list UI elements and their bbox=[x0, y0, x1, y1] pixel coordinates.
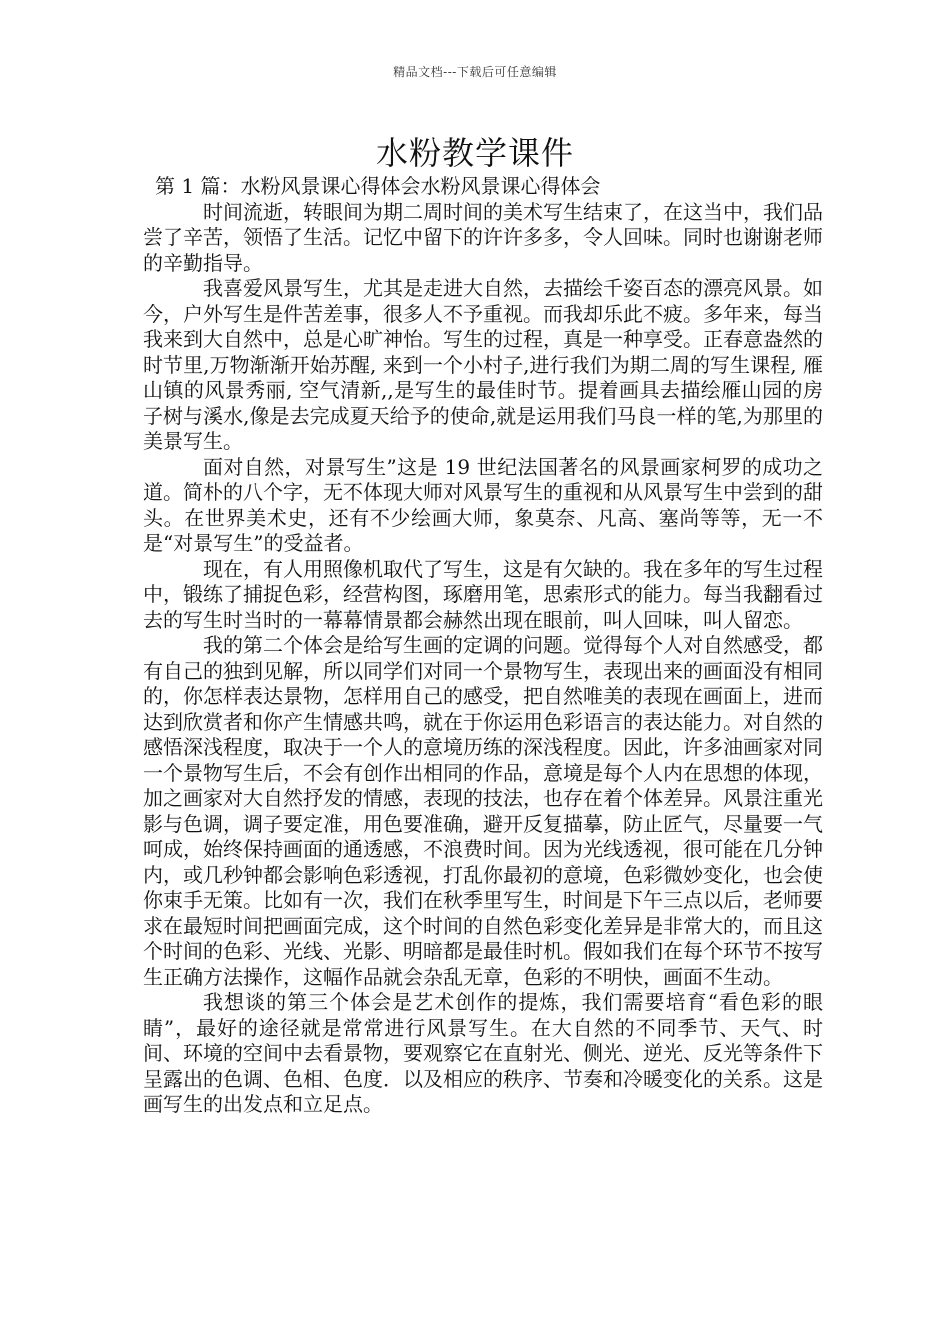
paragraph-2: 我喜爱风景写生，尤其是走进大自然，去描绘千姿百态的漂亮风景。如今，户外写生是件苦差事，很多人不予重视。而我却乐此不疲。多年来，每当我来到大自然中，总是心旷神怡。写生的过程，真是一种享受。正春意盎然的时节里,万物渐渐开始苏醒, 来到一个小村子,进行我们为期二周的写生课程, 雁山镇的风景秀丽, 空气清新,,是写生的最佳时节。提着画具去描绘雁山园的房子树与溪水,像是去完成夏天给予的使命,就是运用我们马良一样的笔,为那里的美景写生。 bbox=[143, 276, 823, 453]
paragraph-1: 时间流逝，转眼间为期二周时间的美术写生结束了，在这当中，我们品尝了辛苦，领悟了生活。记忆中留下的许许多多，令人回味。同时也谢谢老师的辛勤指导。 bbox=[143, 199, 823, 275]
paragraph-5: 我的第二个体会是给写生画的定调的问题。觉得每个人对自然感受，都有自己的独到见解，所以同学们对同一个景物写生，表现出来的画面没有相同的，你怎样表达景物，怎样用自己的感受，把自然唯美的表现在画面上，进而达到欣赏者和你产生情感共鸣，就在于你运用色彩语言的表达能力。对自然的感悟深浅程度，取决于一个人的意境历练的深浅程度。因此，许多油画家对同一个景物写生后，不会有创作出相同的作品，意境是每个人内在思想的体现，加之画家对大自然抒发的情感，表现的技法，也存在着个体差异。风景注重光影与色调，调子要定准，用色要准确，避开反复描摹，防止匠气，尽量要一气呵成，始终保持画面的通透感，不浪费时间。因为光线透视，很可能在几分钟内，或几秒钟都会影响色彩透视，打乱你最初的意境，色彩微妙变化，也会使你束手无策。比如有一次，我们在秋季里写生，时间是下午三点以后，老师要求在最短时间把画面完成，这个时间的自然色彩变化差异是非常大的，而且这个时间的色彩、光线、光影、明暗都是最佳时机。假如我们在每个环节不按写生正确方法操作，这幅作品就会杂乱无章，色彩的不明快，画面不生动。 bbox=[143, 633, 823, 989]
document-body bbox=[143, 174, 823, 1118]
paragraph-3: 面对自然，对景写生”这是 19 世纪法国著名的风景画家柯罗的成功之道。简朴的八个字，无不体现大师对风景写生的重视和从风景写生中尝到的甜头。在世界美术史，还有不少绘画大师，象莫奈、凡高、塞尚等等，无一不是“对景写生”的受益者。 bbox=[143, 454, 823, 555]
document-title: 水粉教学课件 bbox=[375, 134, 574, 172]
paragraph-6: 我想谈的第三个体会是艺术创作的提炼，我们需要培育“看色彩的眼睛”，最好的途径就是常常进行风景写生。在大自然的不同季节、天气、时间、环境的空间中去看景物，要观察它在直射光、侧光、逆光、反光等条件下呈露出的色调、色相、色度．以及相应的秩序、节奏和冷暖变化的关系。这是画写生的出发点和立足点。 bbox=[143, 990, 823, 1116]
section-heading: 第 1 篇：水粉风景课心得体会水粉风景课心得体会 bbox=[155, 174, 601, 198]
paragraph-4: 现在，有人用照像机取代了写生，这是有欠缺的。我在多年的写生过程中，锻练了捕捉色彩，经营构图，琢磨用笔，思索形式的能力。每当我翻看过去的写生时当时的一幕幕情景都会赫然出现在眼前，叫人回味，叫人留恋。 bbox=[143, 556, 823, 632]
page-header: 精品文档---下载后可任意编辑 bbox=[393, 65, 557, 79]
